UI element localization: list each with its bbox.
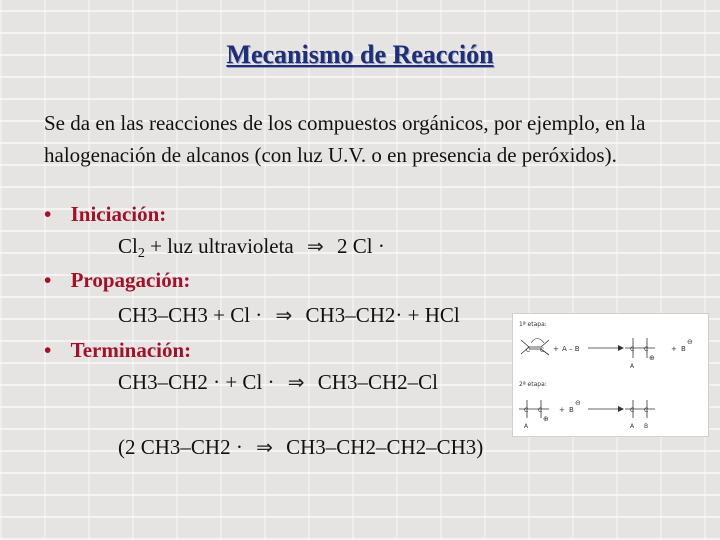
implies-arrow-icon: ⇒	[306, 234, 324, 258]
intro-paragraph: Se da en las reacciones de los compuestos orgánicos, por ejemplo, en la halogenación de alcanos (con luz U.V. o en presencia de peróxidos).	[44, 111, 646, 167]
propagation-heading-row	[44, 268, 190, 293]
arrow-head-icon	[618, 406, 624, 412]
bullet-icon: •	[44, 202, 52, 226]
stage2-reactant	[519, 400, 549, 430]
charge-plus-icon: ⊕	[649, 354, 655, 362]
propagation-eq-left: CH3–CH3 + Cl ·	[118, 303, 263, 327]
mechanism-figure	[512, 313, 709, 437]
mechanism-diagram	[513, 314, 708, 436]
carbon-label: C	[526, 347, 531, 354]
propagation-eq-right: CH3–CH2· + HCl	[305, 303, 460, 327]
carbon-label: C	[644, 346, 649, 353]
carbon-label: C	[644, 407, 649, 414]
charge-minus-icon: ⊖	[687, 338, 693, 346]
carbon-label: C	[538, 407, 543, 414]
stage2-label: 2ª etapa:	[519, 381, 547, 388]
initiation-equation	[118, 234, 385, 262]
initiation-eq-right: 2 Cl ·	[337, 234, 385, 258]
label-b: B	[644, 423, 649, 430]
label-b: B	[569, 406, 574, 414]
propagation-heading: Propagación:	[70, 268, 191, 292]
carbon-label: C	[630, 407, 635, 414]
initiation-eq-left-b: + luz ultravioleta	[144, 234, 294, 258]
plus-sign: +	[559, 406, 565, 414]
initiation-heading-row	[44, 202, 166, 227]
label-a: A	[630, 363, 635, 370]
implies-arrow-icon: ⇒	[256, 435, 273, 459]
charge-minus-icon: ⊖	[575, 399, 581, 407]
label-a: A	[630, 423, 635, 430]
bullet-icon: •	[44, 268, 52, 292]
termination-eq1-left: CH3–CH2 · + Cl ·	[118, 370, 275, 394]
termination-equation-2	[118, 435, 483, 460]
termination-equation-1	[118, 370, 438, 395]
label-b: B	[681, 345, 686, 353]
termination-heading: Terminación:	[70, 338, 192, 362]
stage2-product	[625, 400, 655, 430]
carbon-label: C	[630, 346, 635, 353]
charge-plus-icon: ⊕	[543, 415, 549, 423]
propagation-equation	[118, 303, 460, 328]
termination-heading-row	[44, 338, 191, 363]
label-a: A	[524, 423, 529, 430]
carbon-label: C	[524, 407, 529, 414]
slide-title: Mecanismo de Reacción	[226, 40, 494, 69]
stage1-reactant	[521, 339, 549, 356]
implies-arrow-icon: ⇒	[275, 303, 293, 327]
carbon-label: C	[540, 347, 545, 354]
bullet-icon: •	[44, 338, 52, 362]
implies-arrow-icon: ⇒	[287, 370, 305, 394]
stage1-label: 1ª etapa:	[519, 321, 547, 328]
termination-eq2-left: (2 CH3–CH2 ·	[118, 435, 243, 459]
termination-eq1-right: CH3–CH2–Cl	[317, 370, 438, 394]
plus-sign: +	[553, 345, 559, 353]
reagent-ab: A – B	[562, 345, 580, 353]
initiation-eq-left-a: Cl	[118, 234, 138, 258]
arrow-head-icon	[618, 345, 624, 351]
initiation-heading: Iniciación:	[70, 202, 167, 226]
plus-sign: +	[671, 345, 677, 353]
initiation-eq-left-sub: 2	[137, 246, 145, 261]
termination-eq2-right: CH3–CH2–CH2–CH3)	[286, 435, 484, 459]
stage1-product	[625, 338, 655, 370]
